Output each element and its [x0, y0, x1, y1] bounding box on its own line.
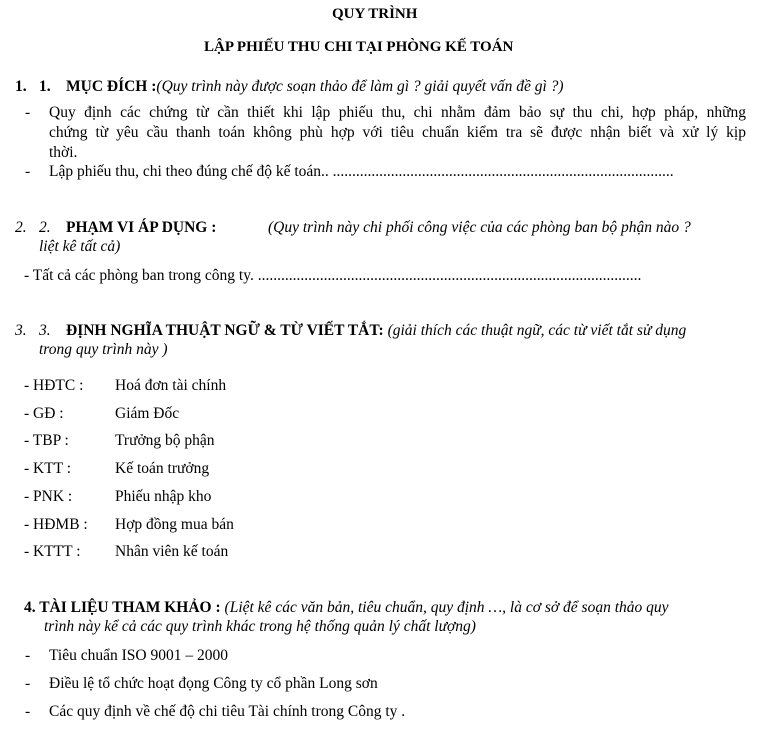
- term-abbr: - KTT :: [24, 460, 72, 477]
- section-1-item-1-line-3: thời.: [49, 144, 78, 161]
- section-1-item-1-dash: -: [25, 104, 31, 121]
- term-abbr: - HĐTC :: [24, 377, 84, 394]
- term-definition: Trưởng bộ phận: [115, 432, 215, 449]
- section-1-item-1-line-1: Quy định các chứng từ cần thiết khi lập phiếu thu, chi nhằm đảm bảo sự thu chi, hợp pháp, những: [49, 104, 746, 121]
- reference-dash: -: [25, 703, 31, 720]
- section-2-item: - Tất cả các phòng ban trong công ty. ...................................................................................................: [24, 267, 642, 284]
- section-4-heading: 4. TÀI LIỆU THAM KHẢO :: [24, 599, 221, 616]
- section-4-heading-line: [24, 599, 669, 617]
- term-definition: Hoá đơn tài chính: [115, 377, 227, 394]
- term-abbr: - GĐ :: [24, 405, 64, 422]
- section-3-note-line-1: (giải thích các thuật ngữ, các từ viết tắt sử dụng: [387, 322, 687, 339]
- section-3-heading: ĐỊNH NGHĨA THUẬT NGỮ & TỪ VIẾT TẮT:: [66, 322, 384, 339]
- section-2-note-line-2: liệt kê tất cả): [39, 238, 121, 255]
- document-title: QUY TRÌNH: [332, 6, 418, 22]
- section-1-item-2: Lập phiếu thu, chi theo đúng chế độ kế toán.. ........................................................................................: [49, 163, 674, 180]
- section-2-number-outer: 2.: [15, 219, 27, 236]
- reference-item: Tiêu chuẩn ISO 9001 – 2000: [49, 647, 228, 664]
- section-1-item-2-dash: -: [25, 163, 31, 180]
- document-subtitle: LẬP PHIẾU THU CHI TẠI PHÒNG KẾ TOÁN: [204, 39, 514, 55]
- section-3-heading-line: [66, 322, 686, 340]
- term-abbr: - KTTT :: [24, 543, 81, 560]
- section-4-note-line-2: trình này kể cả các quy trình khác trong hệ thống quản lý chất lượng): [44, 618, 476, 635]
- term-definition: Kế toán trưởng: [115, 460, 210, 477]
- section-1-note: (Quy trình này được soạn thảo để làm gì ? giải quyết vấn đề gì ?): [156, 78, 564, 95]
- section-3-number-outer: 3.: [15, 322, 27, 339]
- section-1-item-1-line-2: chứng từ yêu cầu thanh toán không phù hợp với tiêu chuẩn kiểm tra sẽ được nhận biết và xử lý kịp: [49, 124, 746, 141]
- section-3-note-line-2: trong quy trình này ): [39, 341, 168, 358]
- term-definition: Giám Đốc: [115, 405, 180, 422]
- reference-item: Điều lệ tổ chức hoạt đọng Công ty cổ phần Long sơn: [49, 675, 378, 692]
- reference-item: Các quy định về chế độ chi tiêu Tài chính trong Công ty .: [49, 703, 406, 720]
- section-2-number-inner: 2.: [39, 219, 51, 236]
- term-abbr: - HĐMB :: [24, 516, 88, 533]
- reference-dash: -: [25, 647, 31, 664]
- section-2-heading: PHẠM VI ÁP DỤNG :: [66, 219, 217, 236]
- term-definition: Nhân viên kế toán: [115, 543, 229, 560]
- section-1-number-outer: 1.: [15, 78, 27, 95]
- section-2-note-line-1: (Quy trình này chi phối công việc của các phòng ban bộ phận nào ?: [268, 219, 691, 236]
- section-1-number-inner: 1.: [39, 78, 51, 95]
- section-3-number-inner: 3.: [39, 322, 51, 339]
- term-definition: Hợp đồng mua bán: [115, 516, 234, 533]
- term-abbr: - PNK :: [24, 488, 73, 505]
- reference-dash: -: [25, 675, 31, 692]
- section-1-heading: MỤC ĐÍCH :: [66, 78, 157, 95]
- term-abbr: - TBP :: [24, 432, 69, 449]
- term-definition: Phiếu nhập kho: [115, 488, 212, 505]
- section-1-heading-line: [66, 78, 564, 96]
- section-4-note-line-1: (Liệt kê các văn bản, tiêu chuẩn, quy định …, là cơ sở để soạn thảo quy: [224, 599, 669, 616]
